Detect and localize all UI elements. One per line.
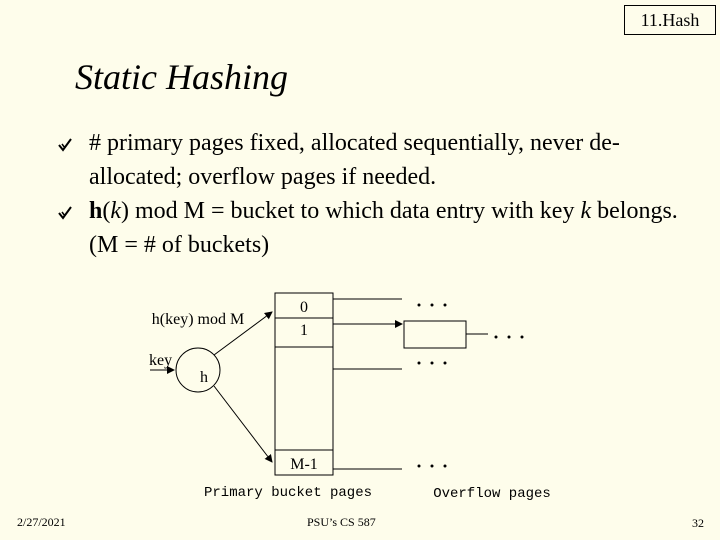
bullet-text-rest: mod M = bucket to which data entry with key — [129, 198, 581, 224]
slide-title: Static Hashing — [75, 57, 288, 97]
ellipsis-dot — [431, 304, 434, 307]
footer-course: PSU’s CS 587 — [307, 515, 376, 529]
hash-circle — [176, 348, 220, 392]
overflow-pages-caption: Overflow pages — [433, 486, 551, 502]
primary-bucket-pages — [275, 293, 333, 475]
key-variable: k — [580, 198, 592, 224]
overflow-page — [404, 321, 466, 348]
primary-bucket-caption: Primary bucket pages — [203, 485, 373, 501]
ellipsis-dot — [508, 336, 511, 339]
bucket-1-label: 1 — [300, 322, 308, 339]
ellipsis-dots — [418, 304, 524, 468]
hash-formula-label: h(key) mod M — [151, 311, 245, 328]
ellipsis-dot — [444, 465, 447, 468]
ellipsis-dot — [431, 362, 434, 365]
bullet-text: # primary pages fixed, allocated sequentially, never de-allocated; overflow pages if needed. — [89, 130, 620, 190]
key-label: key — [149, 352, 173, 369]
hash-function-node — [149, 311, 244, 392]
bucket-0-label: 0 — [300, 299, 308, 316]
ellipsis-dot — [444, 304, 447, 307]
bullet-text: h(k) mod M = bucket to which data entry with key k belongs. (M = # of buckets) — [89, 198, 678, 258]
key-variable: k — [110, 198, 122, 224]
ellipsis-dot — [418, 304, 421, 307]
primary-bucket-column — [275, 293, 333, 475]
ellipsis-dot — [418, 362, 421, 365]
ellipsis-dot — [495, 336, 498, 339]
hash-arrow-bucket-m-1 — [214, 386, 272, 462]
bucket-m-1-label: M-1 — [290, 456, 318, 473]
ellipsis-dot — [444, 362, 447, 365]
ellipsis-dot — [431, 465, 434, 468]
hash-function-name: h — [89, 198, 103, 224]
ellipsis-dot — [418, 465, 421, 468]
ellipsis-dot — [521, 336, 524, 339]
footer-date: 2/27/2021 — [17, 515, 66, 529]
hash-h-label: h — [200, 369, 208, 386]
bullet-text-end: belongs. (M = # of buckets) — [89, 198, 678, 258]
footer-page-number: 32 — [692, 516, 704, 530]
section-tag-text: 11.Hash — [640, 9, 700, 30]
